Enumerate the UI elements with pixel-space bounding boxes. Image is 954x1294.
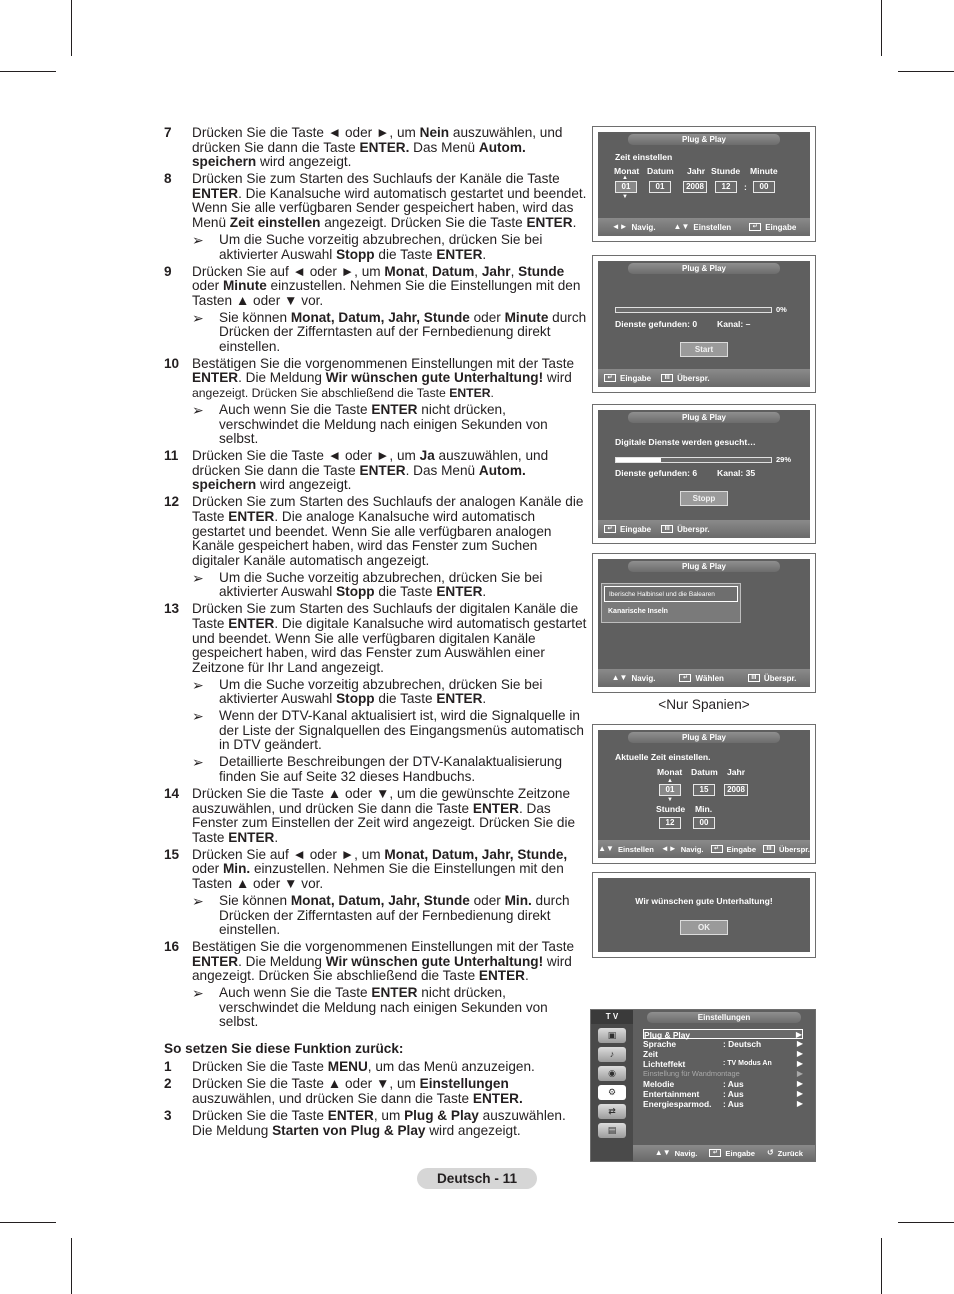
field-datum[interactable]: 15 <box>693 784 715 796</box>
bar-label: Überspr. <box>779 844 810 854</box>
step-text: Drücken Sie auf ◄ oder ►, um Monat, Datum, Jahr, Stunde oder Minute einzustellen. Nehmen Sie die Einstellungen mit den Tasten ▲ oder ▼ vor. <box>192 263 581 308</box>
menu-item-sprache[interactable] <box>643 1039 803 1049</box>
progress-bar <box>615 457 772 463</box>
menu-item-label: Einstellung für Wandmontage <box>643 1069 740 1078</box>
enter-icon: ↵ <box>711 845 723 853</box>
left-right-arrow-icon: ◄► <box>660 844 677 853</box>
field-jahr[interactable]: 2008 <box>683 181 707 193</box>
screen-time-zone <box>592 553 816 693</box>
osd-heading: Digitale Dienste werden gesucht… <box>615 437 756 447</box>
osd-panel <box>598 261 810 387</box>
screen-digital-scan <box>592 404 816 544</box>
menu-item-label: Melodie <box>643 1079 675 1089</box>
time-zone-option-canary[interactable]: Kanarische Inseln <box>608 608 668 615</box>
menu-item-label: Lichteffekt <box>643 1059 686 1069</box>
menu-item-entertainment[interactable] <box>643 1089 803 1099</box>
channel-label: Kanal: – <box>717 319 751 329</box>
menu-item-label: Entertainment <box>643 1089 700 1099</box>
step-number: 2 <box>164 1076 172 1092</box>
step-note <box>192 571 588 600</box>
note-arrow-icon: ➢ <box>192 892 204 909</box>
osd-title: Plug & Play <box>628 732 780 743</box>
step-text: Bestätigen Sie die vorgenommenen Einstellungen mit der Taste ENTER. Die Meldung Wir wünschen gute Unterhaltung! wird angezeigt. Drücken Sie abschließend die Taste ENTER. <box>192 939 575 984</box>
progress-bar <box>615 307 772 313</box>
steps-list <box>164 126 588 1030</box>
step-number: 13 <box>164 601 180 617</box>
up-down-arrow-icon: ▲▼ <box>611 673 628 682</box>
crop-mark <box>0 1222 56 1223</box>
step-number: 12 <box>164 494 180 510</box>
note-arrow-icon: ➢ <box>192 402 204 419</box>
screen-caption: <Nur Spanien> <box>658 697 750 712</box>
osd-panel <box>598 410 810 538</box>
up-arrow-icon: ▲ <box>667 778 673 784</box>
note-text: Auch wenn Sie die Taste ENTER nicht drücken, verschwindet die Meldung nach einigen Sekunden von selbst. <box>219 985 548 1030</box>
arrow-right-icon: ▶ <box>796 1039 803 1048</box>
step-number: 8 <box>164 171 172 187</box>
label-min: Min. <box>695 804 713 814</box>
arrow-right-icon: ▶ <box>796 1049 803 1058</box>
arrow-right-icon: ▶ <box>796 1089 803 1098</box>
step-number: 10 <box>164 355 180 371</box>
crop-mark <box>71 0 72 56</box>
down-arrow-icon: ▼ <box>667 797 673 803</box>
arrow-right-icon: ▶ <box>796 1059 803 1068</box>
crop-mark <box>898 1222 954 1223</box>
time-zone-option-iberia[interactable]: Iberische Halbinsel und die Balearen <box>604 586 738 602</box>
step-text: Drücken Sie zum Starten des Suchlaufs der Kanäle die Taste ENTER. Die Kanalsuche wird automatisch gestartet und beendet. Wenn Sie alle verfügbaren Sender gespeichert haben, wird das Menü Zeit einstellen angezeigt. Drücken Sie die Taste ENTER. <box>192 171 587 230</box>
step-11 <box>164 449 588 493</box>
osd-heading: Zeit einstellen <box>615 152 673 162</box>
picture-icon[interactable]: ▣ <box>598 1028 626 1043</box>
note-arrow-icon: ➢ <box>192 231 204 248</box>
note-text: Sie können Monat, Datum, Jahr, Stunde oder Minute durch Drücken der Zifferntasten auf der Fernbedienung direkt einstellen. <box>219 309 587 354</box>
menu-item-lichteffekt[interactable] <box>643 1059 803 1069</box>
up-down-arrow-icon: ▲▼ <box>654 1148 671 1157</box>
screen-enjoy-message <box>592 872 816 958</box>
menu-item-value: : Aus <box>723 1099 744 1109</box>
step-number: 7 <box>164 125 172 140</box>
screen-time-setting <box>592 126 816 242</box>
bar-label: Navig. <box>631 222 656 232</box>
osd-help-bar <box>598 369 810 387</box>
menu-item-energiesparmod[interactable] <box>643 1099 803 1109</box>
step-note <box>192 894 588 938</box>
note-arrow-icon: ➢ <box>192 985 204 1002</box>
bar-label: Einstellen <box>617 844 654 854</box>
field-stunde[interactable]: 12 <box>715 181 737 193</box>
note-arrow-icon: ➢ <box>192 754 204 771</box>
osd-title: Plug & Play <box>628 412 780 423</box>
step-number: 11 <box>164 448 179 464</box>
note-text: Detaillierte Beschreibungen der DTV-Kanalaktualisierung finden Sie auf Seite 32 dieses Handbuchs. <box>219 754 563 785</box>
label-monat: Monat <box>614 166 640 176</box>
time-zone-list <box>601 583 741 623</box>
step-text: Drücken Sie auf ◄ oder ►, um Monat, Datum, Jahr, Stunde, oder Min. einzustellen. Nehmen Sie die Einstellungen mit den Tasten ▲ oder ▼ vor. <box>192 846 568 891</box>
field-min[interactable]: 00 <box>693 817 715 829</box>
menu-item-value: : Aus <box>723 1089 744 1099</box>
field-monat[interactable]: 01 <box>659 784 681 796</box>
menu-title: Einstellungen <box>647 1012 801 1023</box>
label-jahr: Jahr <box>727 767 746 777</box>
field-minute[interactable]: 00 <box>753 181 775 193</box>
step-note <box>192 311 588 355</box>
menu-item-label: Zeit <box>643 1049 658 1059</box>
note-text: Um die Suche vorzeitig abzubrechen, drücken Sie bei aktivierter Auswahl Stopp die Taste ENTER. <box>219 569 543 600</box>
page-number-badge: Deutsch - 11 <box>417 1168 537 1189</box>
stop-button[interactable]: Stopp <box>680 491 728 506</box>
bar-label: Navig. <box>680 844 704 854</box>
skip-icon: III <box>661 525 673 533</box>
skip-icon: III <box>748 674 760 682</box>
label-minute: Minute <box>750 166 778 176</box>
osd-panel <box>598 878 810 952</box>
step-13 <box>164 602 588 675</box>
field-monat[interactable]: 01 <box>615 181 637 193</box>
menu-item-zeit[interactable] <box>643 1049 803 1059</box>
step-text: Drücken Sie die Taste MENU, um das Menü anzuzeigen. <box>192 1058 535 1074</box>
note-text: Sie können Monat, Datum, Jahr, Stunde oder Min. durch Drücken der Zifferntasten auf der Fernbedienung direkt einstellen. <box>219 892 570 938</box>
screen-scan-start <box>592 255 816 393</box>
screen-current-time <box>592 724 816 864</box>
reset-step-1 <box>164 1060 588 1075</box>
osd-help-bar <box>598 840 810 858</box>
services-found: Dienste gefunden: 0 <box>615 319 698 329</box>
step-number: 9 <box>164 263 172 279</box>
osd-help-bar <box>598 218 810 236</box>
up-down-arrow-icon: ▲▼ <box>673 222 690 231</box>
osd-panel <box>598 559 810 687</box>
bar-label: Navig. <box>631 673 656 683</box>
enter-icon: ↵ <box>604 374 616 382</box>
menu-item-value <box>724 1030 794 1038</box>
step-10 <box>164 357 588 401</box>
bar-label: Wählen <box>695 673 724 683</box>
step-note <box>192 986 588 1030</box>
up-down-arrow-icon: ▲▼ <box>598 844 614 853</box>
step-9 <box>164 265 588 309</box>
menu-item-value <box>723 1049 795 1059</box>
step-15 <box>164 848 588 892</box>
step-note <box>192 233 588 262</box>
down-arrow-icon: ▼ <box>622 194 628 200</box>
bar-label: Einstellen <box>693 222 732 232</box>
step-16 <box>164 940 588 984</box>
bar-label: Überspr. <box>763 673 797 683</box>
sound-icon[interactable]: ♪ <box>598 1047 626 1062</box>
arrow-right-icon: ▶ <box>795 1030 802 1039</box>
osd-title: Plug & Play <box>628 263 780 274</box>
step-note <box>192 709 588 753</box>
tv-label: T V <box>591 1010 633 1024</box>
instructions-column <box>164 126 588 1142</box>
step-text: Bestätigen Sie die vorgenommenen Einstellungen mit der Taste ENTER. Die Meldung Wir wünschen gute Unterhaltung! wird angezeigt. Drücken Sie abschließend die Taste ENTER. <box>192 355 575 401</box>
step-text: Drücken Sie die Taste ENTER, um Plug & Play auszuwählen. Die Meldung Starten von Plug & Play wird angezeigt. <box>192 1108 566 1139</box>
enter-icon: ↵ <box>679 674 691 682</box>
enter-icon: ↵ <box>604 525 616 533</box>
step-7 <box>164 126 588 170</box>
step-14 <box>164 787 588 845</box>
menu-item-plug-and-play[interactable] <box>643 1029 803 1039</box>
skip-icon: III <box>661 374 673 382</box>
step-number: 3 <box>164 1108 172 1124</box>
bar-label: Eingabe <box>726 844 757 854</box>
step-number: 14 <box>164 786 180 801</box>
step-text: Drücken Sie die Taste ◄ oder ►, um Nein auszuwählen, und drücken Sie dann die Taste ENTER. Das Menü Autom. speichern wird angezeigt. <box>192 125 563 170</box>
bar-label: Eingabe <box>620 524 652 534</box>
progress-fill <box>616 458 661 462</box>
bar-label: Navig. <box>674 1148 698 1158</box>
reset-steps-list <box>164 1060 588 1139</box>
note-text: Um die Suche vorzeitig abzubrechen, drücken Sie bei aktivierter Auswahl Stopp die Taste ENTER. <box>219 676 543 707</box>
label-jahr: Jahr <box>687 166 706 176</box>
crop-mark <box>898 71 954 72</box>
label-datum: Datum <box>647 166 674 176</box>
field-jahr[interactable]: 2008 <box>724 784 748 796</box>
reset-step-3 <box>164 1109 588 1138</box>
step-text: Drücken Sie die Taste ▲ oder ▼, um Einstellungen auszuwählen, und drücken Sie dann die Taste ENTER. <box>192 1076 523 1106</box>
ok-button[interactable]: OK <box>680 920 728 935</box>
menu-main <box>637 1010 811 1161</box>
step-note <box>192 678 588 707</box>
bar-label: Eingabe <box>620 373 652 383</box>
arrow-right-icon: ▶ <box>796 1099 803 1108</box>
arrow-right-icon: ▶ <box>796 1079 803 1088</box>
bar-label: Eingabe <box>725 1148 755 1158</box>
crop-mark <box>881 1238 882 1294</box>
step-8 <box>164 172 588 230</box>
field-stunde[interactable]: 12 <box>659 817 681 829</box>
menu-item-melodie[interactable] <box>643 1079 803 1089</box>
menu-item-value: : Deutsch <box>723 1039 762 1049</box>
channel-icon[interactable]: ◉ <box>598 1066 626 1081</box>
osd-heading: Aktuelle Zeit einstellen. <box>615 752 711 762</box>
step-text: Drücken Sie die Taste ◄ oder ►, um Ja auszuwählen, und drücken Sie dann die Taste ENTER. Das Menü Autom. speichern wird angezeigt. <box>192 448 549 493</box>
message-text: Wir wünschen gute Unterhaltung! <box>635 896 773 906</box>
settings-gear-icon[interactable]: ⚙ <box>598 1085 626 1100</box>
start-button[interactable]: Start <box>680 342 728 357</box>
label-stunde: Stunde <box>656 804 686 814</box>
services-found: Dienste gefunden: 6 <box>615 468 698 478</box>
menu-item-label: Plug & Play <box>644 1030 691 1040</box>
label-stunde: Stunde <box>711 166 741 176</box>
note-arrow-icon: ➢ <box>192 569 204 586</box>
bar-label: Überspr. <box>677 373 710 383</box>
crop-mark <box>0 71 56 72</box>
osd-panel <box>598 132 810 236</box>
menu-sidebar <box>591 1010 633 1161</box>
note-text: Wenn der DTV-Kanal aktualisiert ist, wird die Signalquelle in der Liste der Signalquellen des Eingangsmenüs automatisch in DTV geändert. <box>219 708 584 753</box>
osd-panel <box>598 730 810 858</box>
label-datum: Datum <box>691 767 718 777</box>
progress-percent: 0% <box>776 305 787 314</box>
reset-title: So setzen Sie diese Funktion zurück: <box>164 1041 404 1057</box>
step-12 <box>164 495 588 568</box>
arrow-right-icon: ▶ <box>796 1069 803 1078</box>
note-arrow-icon: ➢ <box>192 309 204 326</box>
step-text: Drücken Sie zum Starten des Suchlaufs der digitalen Kanäle die Taste ENTER. Die digitale Kanalsuche wird automatisch gestartet und beendet. Wenn Sie alle verfügbaren digitalen Kanäle gespeichert haben, wird das Fenster zum Auswählen einer Zeitzone für Ihr Land angezeigt. <box>192 601 587 675</box>
left-right-arrow-icon: ◄► <box>611 222 628 231</box>
note-arrow-icon: ➢ <box>192 676 204 693</box>
up-arrow-icon: ▲ <box>622 175 628 181</box>
time-colon: : <box>744 182 747 192</box>
application-icon[interactable]: ▤ <box>598 1123 626 1138</box>
osd-help-bar <box>633 1145 815 1161</box>
progress-percent: 29% <box>776 455 792 464</box>
osd-help-bar <box>598 669 810 687</box>
step-number: 1 <box>164 1058 172 1074</box>
note-text: Um die Suche vorzeitig abzubrechen, drücken Sie bei aktivierter Auswahl Stopp die Taste ENTER. <box>219 231 543 262</box>
note-text: Auch wenn Sie die Taste ENTER nicht drücken, verschwindet die Meldung nach einigen Sekunden von selbst. <box>219 402 548 447</box>
crop-mark <box>71 1238 72 1294</box>
step-note <box>192 755 588 784</box>
menu-item-value: : Aus <box>723 1079 744 1089</box>
step-text: Drücken Sie zum Starten des Suchlaufs der analogen Kanäle die Taste ENTER. Die analoge Kanalsuche wird automatisch gestartet und beendet. Wenn Sie alle verfügbaren analogen Kanäle gespeichert haben, wird das Fenster zum Suchen digitaler Kanäle automatisch angezeigt. <box>192 494 584 568</box>
channel-label: Kanal: 35 <box>717 468 756 478</box>
field-datum[interactable]: 01 <box>649 181 671 193</box>
enter-icon: ↵ <box>749 223 761 231</box>
label-monat: Monat <box>657 767 683 777</box>
note-arrow-icon: ➢ <box>192 708 204 725</box>
reset-step-2 <box>164 1077 588 1106</box>
osd-help-bar <box>598 520 810 538</box>
menu-item-wandmontage <box>643 1069 803 1079</box>
skip-icon: III <box>763 845 775 853</box>
bar-label: Eingabe <box>765 222 797 232</box>
step-note <box>192 403 588 447</box>
step-number: 15 <box>164 846 180 862</box>
menu-item-value: : TV Modus An <box>723 1060 772 1067</box>
osd-title: Plug & Play <box>628 561 780 572</box>
step-text: Drücken Sie die Taste ▲ oder ▼, um die gewünschte Zeitzone auszuwählen, und drücken Sie dann die Taste ENTER. Das Fenster zum Einstellen der Zeit wird angezeigt. Drücken Sie die Taste ENTER. <box>192 786 576 845</box>
bar-label: Überspr. <box>677 524 710 534</box>
enter-icon: ↵ <box>709 1149 721 1157</box>
step-number: 16 <box>164 939 180 955</box>
return-icon: ↺ <box>766 1148 774 1157</box>
menu-item-label: Sprache <box>643 1039 677 1049</box>
input-icon[interactable]: ⇄ <box>598 1104 626 1119</box>
menu-item-label: Energiesparmod. <box>643 1099 712 1109</box>
screen-settings-menu <box>590 1009 816 1162</box>
osd-title: Plug & Play <box>628 134 780 145</box>
bar-label: Zurück <box>777 1148 803 1158</box>
crop-mark <box>881 0 882 56</box>
